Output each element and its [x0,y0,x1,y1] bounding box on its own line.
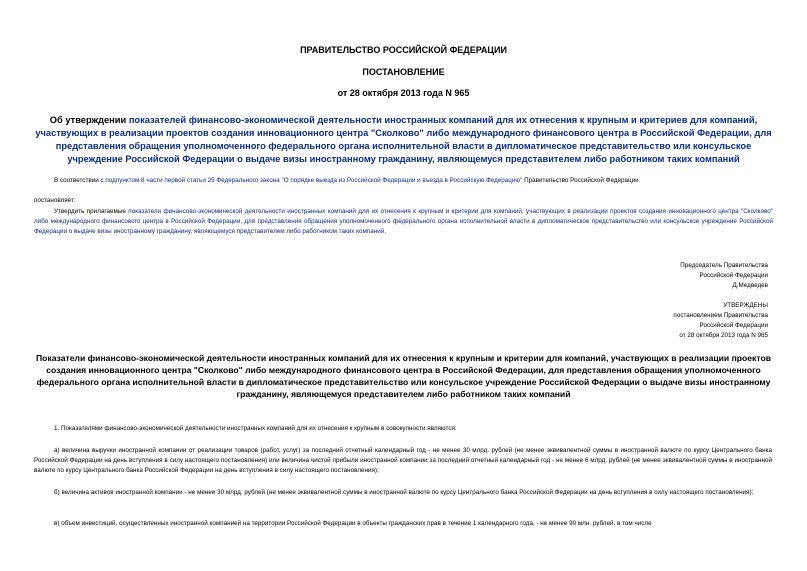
approved-block [673,301,768,341]
approve-paragraph [34,207,773,237]
document-title [34,114,773,166]
approve-link[interactable]: показатели финансово-экономической деятельности иностранных компаний для их отнесения к крупным и критерии для компаний, участвующих в реализации проектов создания инновационного центра "Сколково" либо международного финансового центра в Российской Федерации, для представления обращения уполномоченного федерального органа исполнительной власти в дипломатическое представительство или консульское учреждение Российской Федерации о выдаче визы иностранному гражданину, являющемуся представителем либо работником таких компаний [34,208,773,235]
item-c: в) объем инвестиций, осуществленных иностранной компанией на территории Российской Федерации в объекты гражданских прав в течение 1 календарного года, - не менее 90 млн. рублей, в том числе [54,520,652,527]
approved-country: Российской Федерации [699,322,768,329]
item-1: 1. Показателями финансово-экономической деятельности иностранных компаний для их отнесения к крупным в совокупности являются: [54,425,457,432]
approve-before: Утвердить прилагаемые [54,208,129,215]
approved-by: постановлением Правительства [673,312,768,319]
signature-position: Председатель Правительства [680,262,768,269]
intro-before: В соответствии с [54,177,106,184]
approved-date: от 28 октября 2013 года N 965 [679,332,768,339]
resolves-text: постановляет: [34,197,76,204]
law-link[interactable]: подпунктом 8 части первой статьи 25 Федерального закона "О порядке выезда из Российской Федерации и въезда в Российскую Федерацию" [105,177,523,184]
title-prefix: Об утверждении [49,115,129,125]
intro-paragraph [34,176,773,186]
document-date: от 28 октября 2013 года N 965 [337,88,470,98]
intro-after: Правительство Российской Федерации [522,177,639,184]
approved-label: УТВЕРЖДЕНЫ [723,302,768,309]
section-title: Показатели финансово-экономической деятельности иностранных компаний для их отнесения к крупным и критерии для компаний, участвующих в реализации проектов создания инновационного центра "Сколково" либо международного финансового центра в Российской Федерации, для представления обращения уполномоченного федерального органа исполнительной власти в дипломатическое представительство или консульское учреждение Российской Федерации о выдаче визы иностранному гражданину, являющемуся представителем либо работником таких компаний [36,353,771,399]
document-type: ПОСТАНОВЛЕНИЕ [362,67,445,77]
item-b: б) величина активов иностранной компании - не менее 30 млрд. рублей (не менее эквивалентной суммы в иностранной валюте по курсу Центрального банка Российской Федерации на день вступления в силу настоящего постановления); [54,489,754,496]
title-link[interactable]: показателей финансово-экономической деятельности иностранных компаний для их отнесения к крупным и критериев для компаний, участвующих в реализации проектов создания инновационного центра "Сколково" либо международного финансового центра в Российской Федерации, для представления обращения уполномоченного федерального органа исполнительной власти в дипломатическое представительство или консульское учреждение Российской Федерации о выдаче визы иностранному гражданину, являющемуся представителем либо работником таких компаний [35,115,772,164]
approve-after: . [384,228,386,235]
signature-block [680,261,768,291]
signature-name: Д.Медведев [732,282,768,289]
signature-country: Российской Федерации [699,272,768,279]
item-a: а) величина выручки иностранной компании от реализации товаров (работ, услуг) за последний отчетный календарный год - не менее 30 млрд. рублей (не менее эквивалентной суммы в иностранной валюте по курсу Центрального банка Российской Федерации на день вступления в силу настоящего постановления) или величина чистой прибыли иностранной компании за последний отчетный календарный год - не менее 6 млрд. рублей (не менее эквивалентной суммы в иностранной валюте по курсу Центрального банка Российской Федерации на день вступления в силу настоящего постановления); [34,447,772,474]
government-heading: ПРАВИТЕЛЬСТВО РОССИЙСКОЙ ФЕДЕРАЦИИ [300,45,507,55]
